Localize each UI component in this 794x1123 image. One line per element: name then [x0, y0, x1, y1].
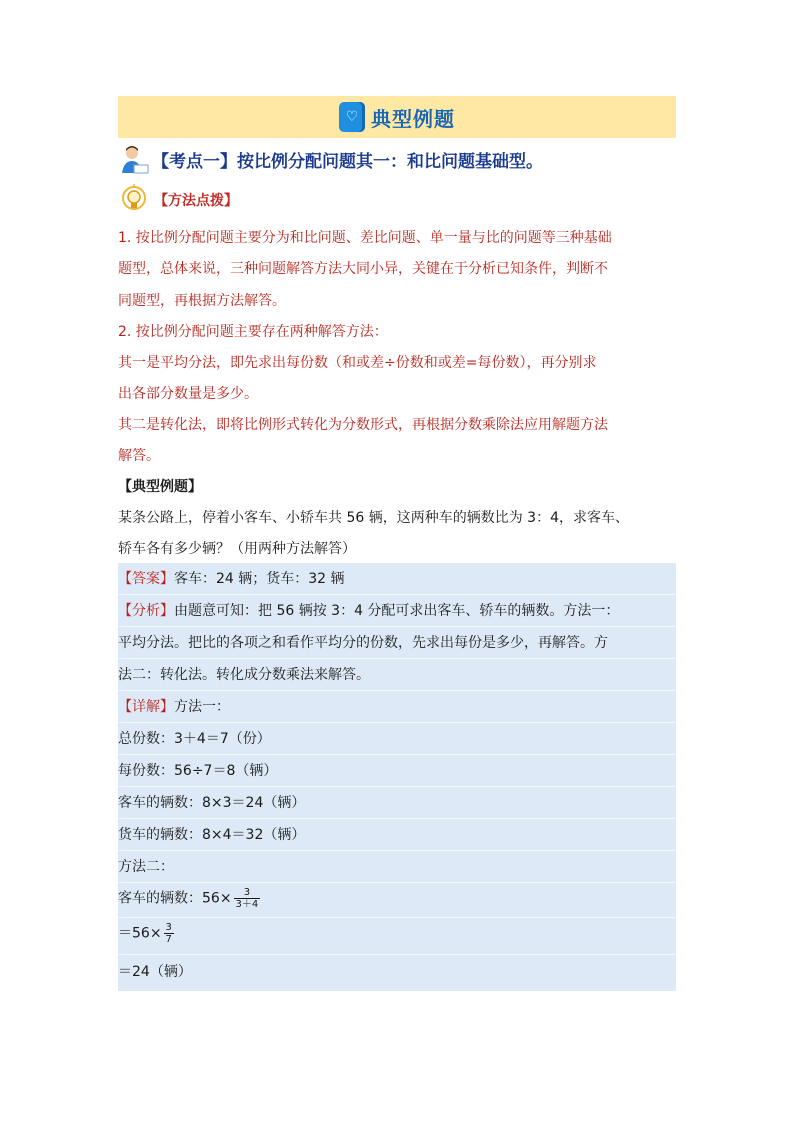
method-p3-line2: 出各部分数量是多少。 [118, 386, 258, 402]
analysis-row-3 [118, 659, 676, 691]
method-two-label: 方法二： [118, 859, 174, 875]
answer-tag: 【答案】 [118, 571, 174, 587]
fangfa-title: 【方法点拨】 [154, 193, 238, 209]
fraction-numerator: 3 [165, 922, 172, 933]
step-row [118, 787, 676, 819]
step-bus-count: 客车的辆数：8×3＝24（辆） [118, 795, 306, 811]
banner-title: 典型例题 [371, 106, 455, 131]
step-row [118, 851, 676, 883]
step-row [118, 723, 676, 755]
method-p3-line1: 其一是平均分法，即先求出每份数（和或差÷份数和或差=每份数），再分别求 [118, 355, 597, 371]
analysis-line3: 法二：转化法。转化成分数乘法来解答。 [118, 667, 370, 683]
detail-text: 方法一： [174, 699, 230, 715]
step-fraction-1: 客车的辆数：56× $\frac{3}{3+4}$ [118, 887, 259, 910]
analysis-row-2 [118, 627, 676, 659]
fangfa-heading [118, 184, 238, 216]
step-row [118, 956, 676, 987]
detail-tag: 【详解】 [118, 699, 174, 715]
step-row [118, 918, 676, 955]
fraction-denominator: 3＋4 [235, 899, 259, 910]
method-p4-line1: 其二是转化法，即将比例形式转化为分数形式，再根据分数乘除法应用解题方法 [118, 417, 608, 433]
step-row [118, 883, 676, 918]
step-row [118, 819, 676, 851]
section-banner [118, 96, 676, 138]
method-p1-line2: 题型，总体来说，三种问题解答方法大同小异，关键在于分析已知条件，判断不 [118, 261, 608, 277]
example-question-line2: 轿车各有多少辆？（用两种方法解答） [118, 541, 356, 557]
lightbulb-icon [118, 184, 150, 216]
analysis-tag: 【分析】 [118, 603, 174, 619]
fraction-denominator: 7 [165, 934, 172, 945]
analysis-line2: 平均分法。把比的各项之和看作平均分的份数，先求出每份是多少，再解答。方 [118, 635, 608, 651]
kaodian-title: 【考点一】按比例分配问题其一：和比问题基础型。 [152, 151, 543, 172]
method-p1-line1: 1. 按比例分配问题主要分为和比问题、差比问题、单一量与比的问题等三种基础 [118, 230, 612, 246]
answer-box [118, 563, 676, 991]
method-p4-line2: 解答。 [118, 448, 160, 464]
step-per-part: 每份数：56÷7＝8（辆） [118, 763, 278, 779]
answer-row [118, 563, 676, 595]
step-total-parts: 总份数：3＋4＝7（份） [118, 731, 271, 747]
kaodian-heading [118, 143, 543, 175]
fraction-numerator: 3 [243, 887, 251, 898]
analysis-row-1 [118, 595, 676, 627]
step-fraction-2: ＝56× $\frac{3}{7}$ [118, 922, 172, 945]
detail-row [118, 691, 676, 723]
step-truck-count: 货车的辆数：8×4＝32（辆） [118, 827, 306, 843]
method-p2: 2. 按比例分配问题主要存在两种解答方法： [118, 324, 388, 340]
step-result: ＝24（辆） [118, 964, 192, 980]
answer-text: 客车：24 辆；货车：32 辆 [174, 571, 345, 587]
method-p1-line3: 同题型，再根据方法解答。 [118, 293, 286, 309]
example-heading: 【典型例题】 [118, 479, 202, 495]
heart-book-icon: ♡ [339, 102, 365, 132]
analysis-line1: 由题意可知：把 56 辆按 3：4 分配可求出客车、轿车的辆数。方法一： [174, 603, 620, 619]
example-question-line1: 某条公路上，停着小客车、小轿车共 56 辆，这两种车的辆数比为 3：4，求客车、 [118, 510, 629, 526]
student-icon [118, 143, 150, 175]
step-row [118, 755, 676, 787]
